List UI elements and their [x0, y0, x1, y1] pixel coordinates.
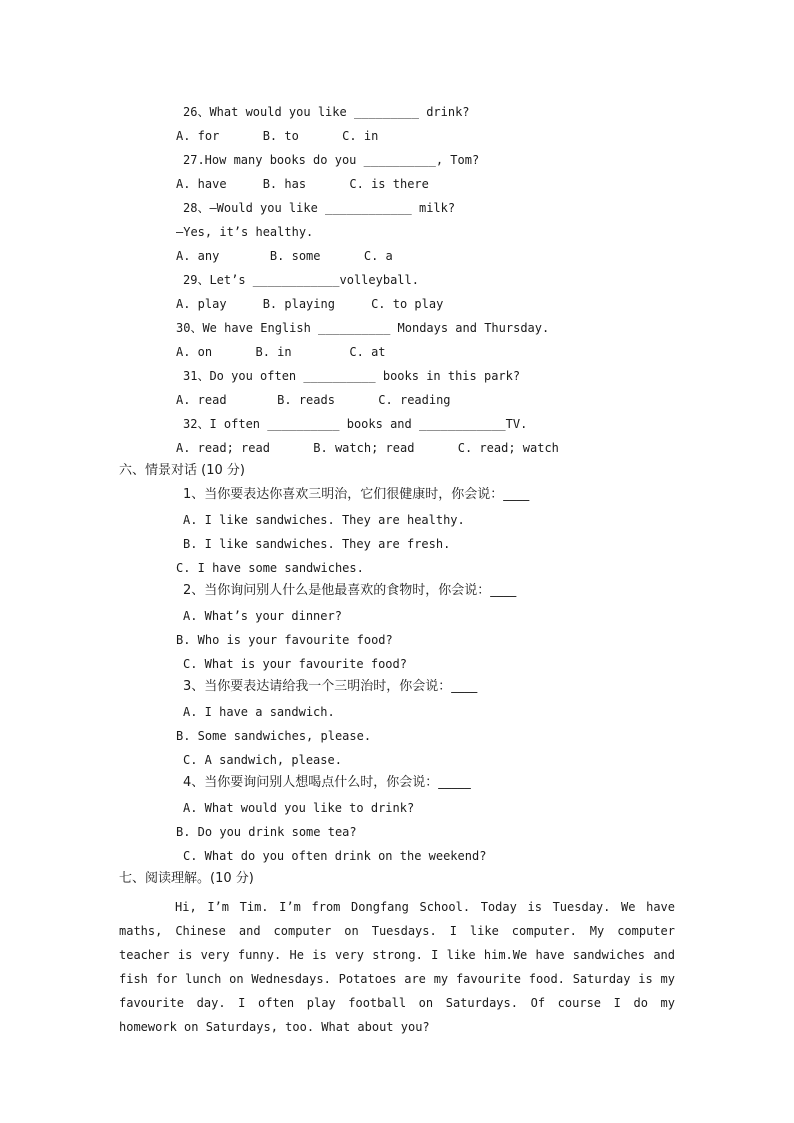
question-27: 27.How many books do you __________, Tom?	[183, 153, 480, 167]
dialogue-2-option-a: A. What’s your dinner?	[183, 609, 342, 623]
dialogue-1-option-c: C. I have some sandwiches.	[176, 561, 364, 575]
dialogue-1-option-a: A. I like sandwiches. They are healthy.	[183, 513, 465, 527]
reading-passage-text: Hi, I’m Tim. I’m from Dongfang School. Today is Tuesday. We have maths, Chinese and computer on Tuesdays. I like computer. My computer teacher is very funny. He is very strong. I like him.We have sandwiches and fish for lunch on Wednesdays. Potatoes are my favourite food. Saturday is my favourite day. I often play football on Saturdays. Of course I do my homework on Saturdays, too. What about you?	[119, 900, 675, 1034]
question-26-options: A. for B. to C. in	[176, 129, 379, 143]
section-heading-dialogue: 六、情景对话 (10 分)	[119, 463, 245, 478]
question-28-options: A. any B. some C. a	[176, 249, 393, 263]
dialogue-3-option-c: C. A sandwich, please.	[183, 753, 342, 767]
question-31-options: A. read B. reads C. reading	[176, 393, 451, 407]
dialogue-question-1: 1、当你要表达你喜欢三明治，它们很健康时，你会说：____	[183, 487, 530, 502]
question-32-options: A. read; read B. watch; read C. read; watch	[176, 441, 559, 455]
question-30: 30、We have English __________ Mondays and Thursday.	[176, 321, 550, 335]
dialogue-question-2: 2、当你询问别人什么是他最喜欢的食物时，你会说：____	[183, 583, 517, 598]
question-28: 28、—Would you like ____________ milk?	[183, 201, 456, 215]
question-32: 32、I often __________ books and ____________TV.	[183, 417, 528, 431]
dialogue-4-option-c: C. What do you often drink on the weekend?	[183, 849, 487, 863]
question-29-options: A. play B. playing C. to play	[176, 297, 444, 311]
question-28-reply: —Yes, it’s healthy.	[176, 225, 314, 239]
question-29: 29、Let’s ____________volleyball.	[183, 273, 419, 287]
dialogue-question-3: 3、当你要表达请给我一个三明治时，你会说：____	[183, 679, 478, 694]
dialogue-2-option-b: B. Who is your favourite food?	[176, 633, 393, 647]
question-30-options: A. on B. in C. at	[176, 345, 386, 359]
dialogue-1-option-b: B. I like sandwiches. They are fresh.	[183, 537, 451, 551]
dialogue-4-option-a: A. What would you like to drink?	[183, 801, 415, 815]
section-heading-reading: 七、阅读理解。(10 分)	[119, 871, 254, 886]
reading-passage	[119, 895, 675, 1039]
dialogue-3-option-a: A. I have a sandwich.	[183, 705, 335, 719]
dialogue-question-4: 4、当你要询问别人想喝点什么时，你会说：_____	[183, 775, 471, 790]
question-27-options: A. have B. has C. is there	[176, 177, 429, 191]
dialogue-2-option-c: C. What is your favourite food?	[183, 657, 407, 671]
question-26: 26、What would you like _________ drink?	[183, 105, 470, 119]
dialogue-3-option-b: B. Some sandwiches, please.	[176, 729, 372, 743]
dialogue-4-option-b: B. Do you drink some tea?	[176, 825, 357, 839]
question-31: 31、Do you often __________ books in this park?	[183, 369, 521, 383]
